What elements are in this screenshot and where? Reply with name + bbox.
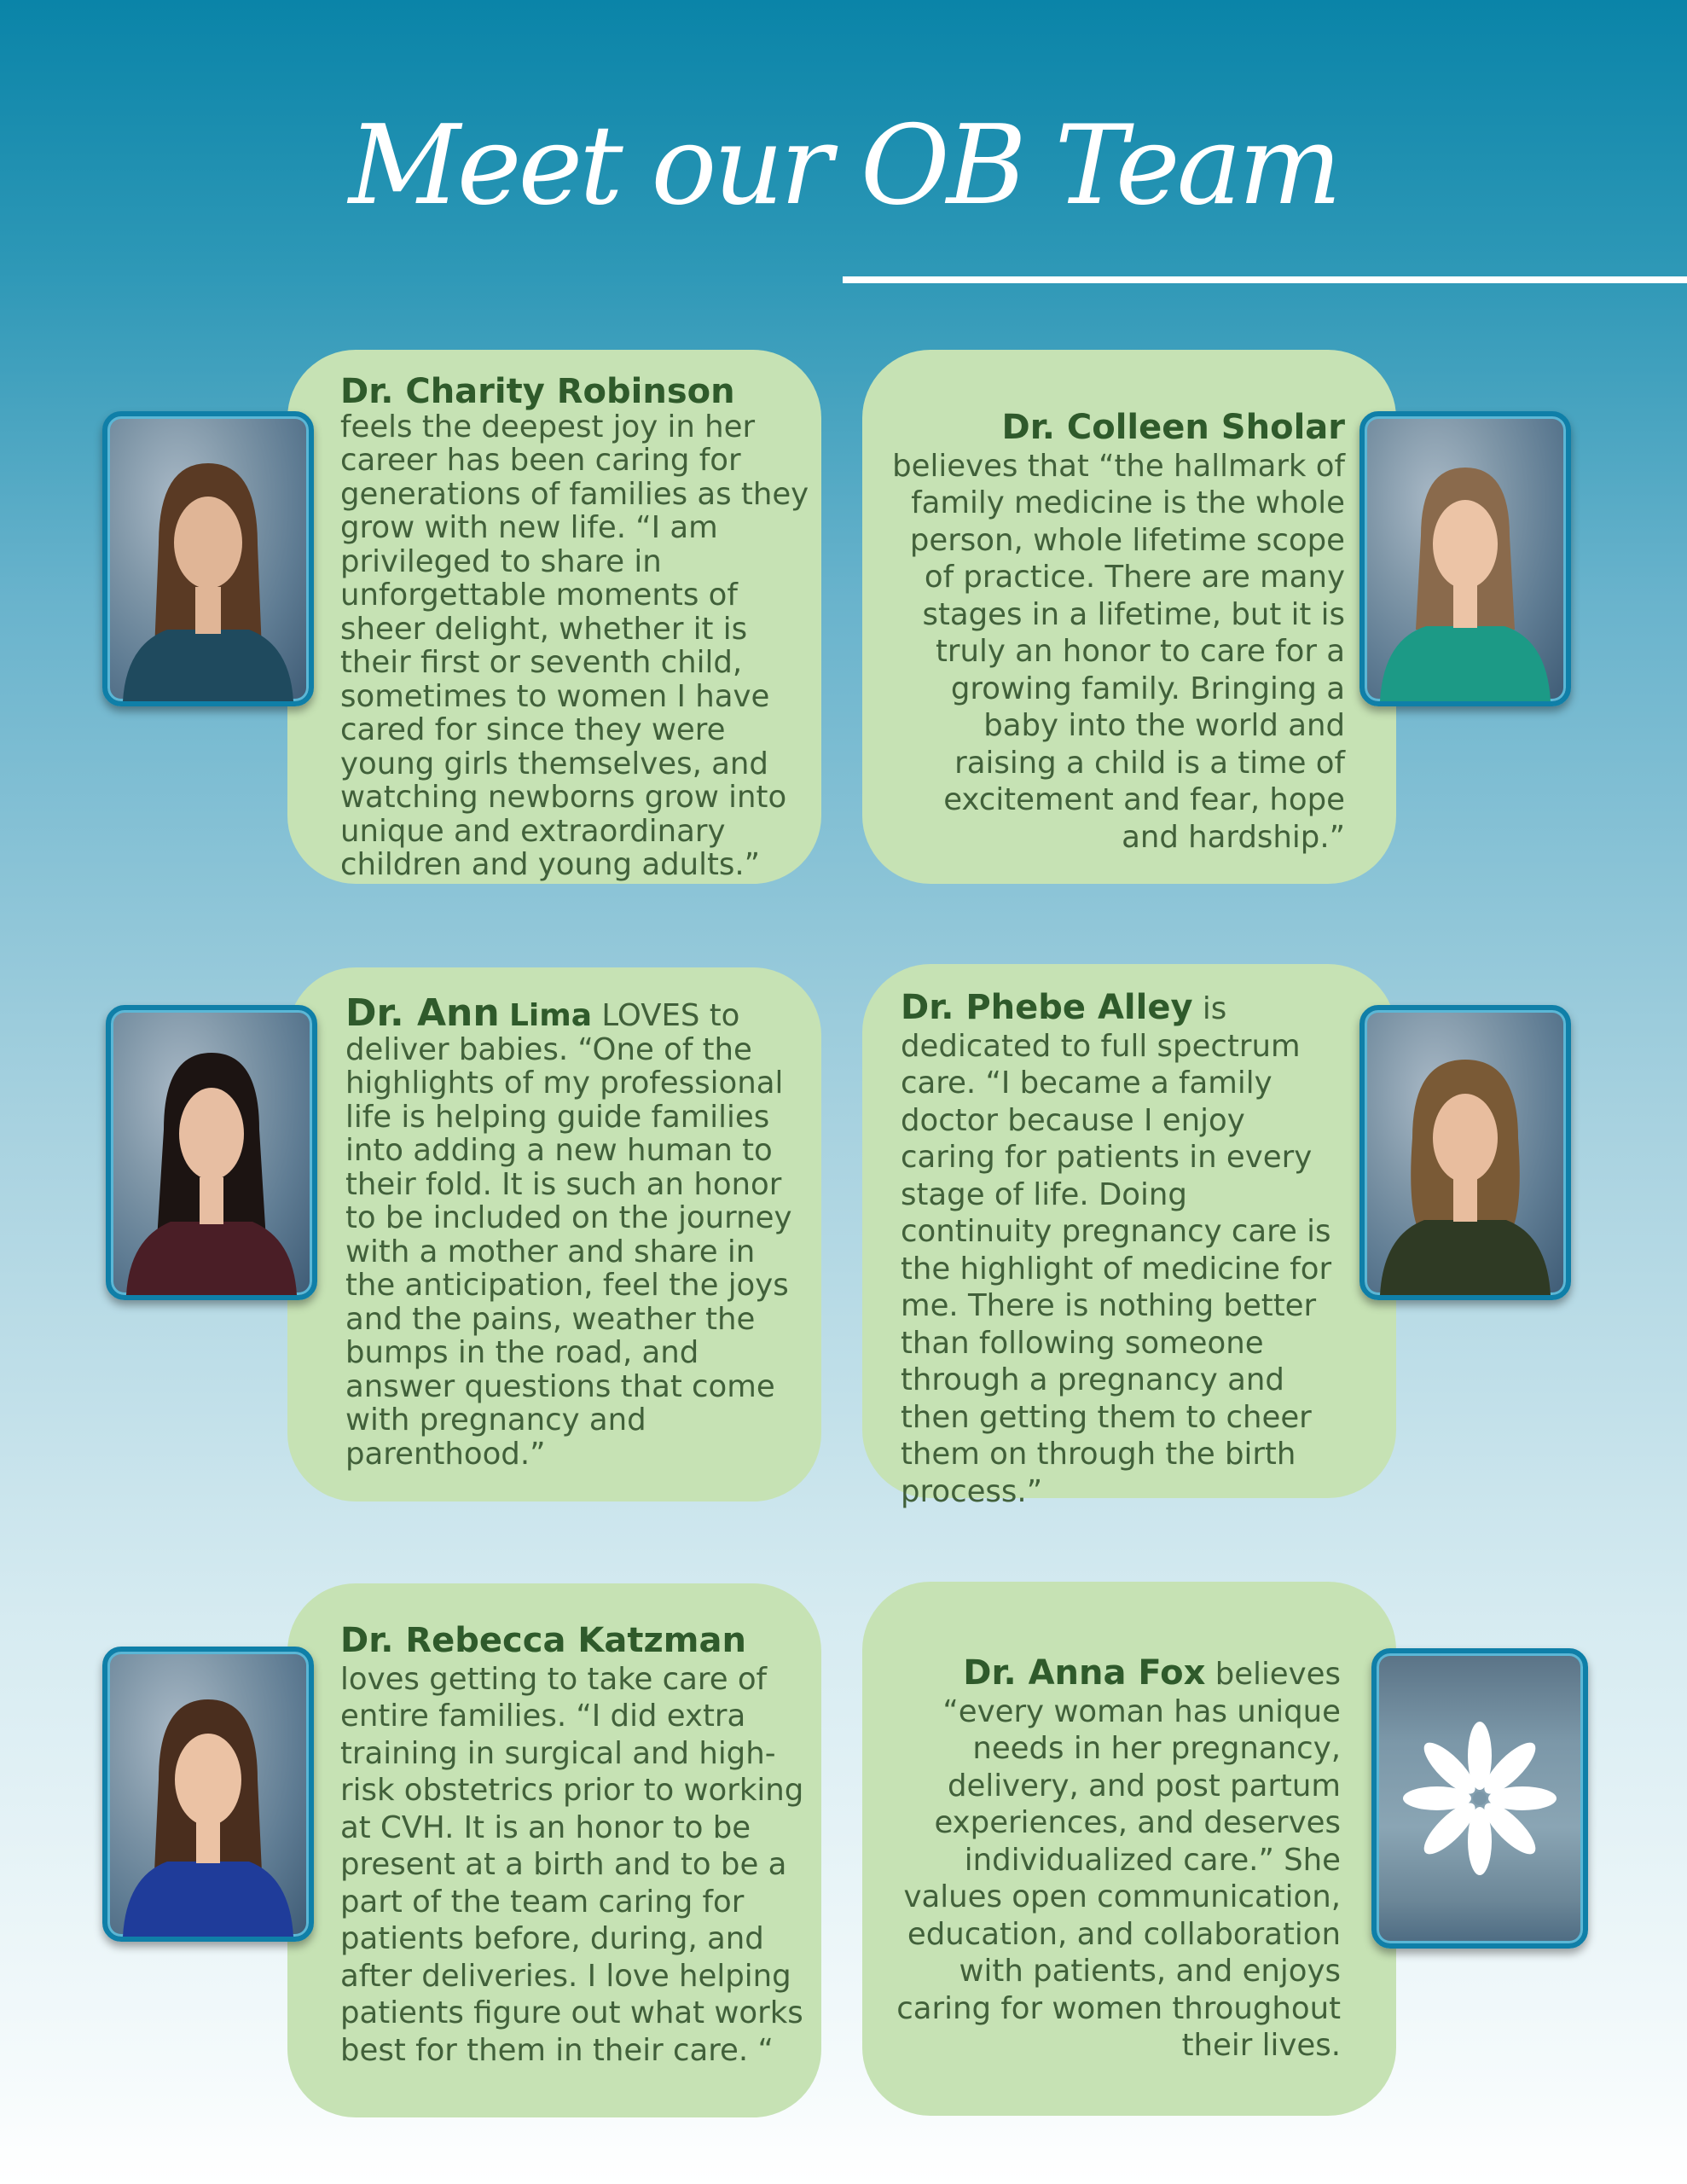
logo-photo-fox	[1371, 1648, 1588, 1949]
portrait-image	[107, 1652, 309, 1937]
shirt	[1380, 1220, 1551, 1295]
doctor-bio: LOVES to deliver babies. “One of the highlights of my professional life is helping guide families into adding a new human to their fold. It is such an honor to be included on the journey with a mother and share in the anticipation, feel the joys and the pains, weather the bumps in the road, and answer questions that come with pregnancy and parenthood.”	[345, 998, 792, 1472]
neck	[1453, 1177, 1477, 1222]
doctor-bio: believes “every woman has unique needs in her pregnancy, delivery, and post partum experiences, and deserves individualized care.” She values open communication, education, and collaboration with patients, and enjoys caring for women throughout their lives.	[896, 1657, 1341, 2063]
shirt	[126, 1222, 297, 1295]
shirt	[123, 1862, 293, 1937]
neck	[200, 1177, 223, 1224]
doctor-photo-robinson	[102, 411, 314, 706]
face	[1433, 500, 1498, 589]
shirt	[1380, 626, 1551, 701]
doctor-name: Dr. Colleen Sholar	[1001, 408, 1345, 447]
doctor-bio: loves getting to take care of entire families. “I did extra training in surgical and high-risk obstetrics prior to working at CVH. It is an honor to be present at a birth and to be a part of the team caring for patients before, during, and after deliveries. I love helping patients figure out what works best for them in their care. “	[340, 1661, 804, 2068]
face	[175, 1734, 241, 1826]
face	[1433, 1094, 1498, 1182]
doctor-name: Dr. Charity Robinson	[340, 372, 735, 411]
doctor-name: Dr. Ann	[345, 991, 500, 1035]
doctor-card-fox	[862, 1582, 1396, 2116]
portrait-image	[1365, 416, 1566, 701]
doctor-card-katzman	[287, 1583, 821, 2117]
shirt	[123, 630, 293, 701]
doctor-name: Dr. Anna Fox	[963, 1653, 1206, 1693]
neck	[1453, 584, 1477, 628]
doctor-card-robinson	[287, 350, 821, 884]
neck	[195, 587, 221, 634]
doctor-name: Dr. Phebe Alley	[901, 988, 1193, 1027]
portrait-image	[107, 416, 309, 701]
doctor-card-lima	[287, 967, 821, 1502]
page-title: Meet our OB Team	[348, 102, 1339, 229]
flower-logo-icon	[1377, 1653, 1583, 1943]
doctor-bio: is dedicated to full spectrum care. “I became a family doctor because I enjoy caring for patients in every stage of life. Doing continuity pregnancy care is the highlight of medicine for me. There is nothing better than following someone through a pregnancy and then getting them to cheer them on through the birth process.”	[901, 991, 1332, 1509]
doctor-photo-sholar	[1359, 411, 1571, 706]
doctor-bio: feels the deepest joy in her career has been caring for generations of families as they grow with new life. “I am privileged to share in unforgettable moments of sheer delight, whether it is their first or seventh child, sometimes to women I have cared for since they were young girls themselves, and watching newborns grow into unique and extraordinary children and young adults.”	[340, 409, 809, 882]
doctor-photo-katzman	[102, 1647, 314, 1942]
doctor-bio: believes that “the hallmark of family medicine is the whole person, whole lifetime scope of practice. There are many stages in a lifetime, but it is truly an honor to care for a growing family. Bringing a baby into the world and raising a child is a time of excitement and fear, hope and hardship.”	[892, 448, 1345, 855]
doctor-name-last: Lima	[508, 998, 593, 1033]
flower-petals	[1403, 1722, 1557, 1875]
doctor-photo-lima	[106, 1005, 317, 1300]
portrait-image	[1365, 1010, 1566, 1295]
doctor-card-alley	[862, 964, 1396, 1509]
doctor-card-sholar	[862, 350, 1396, 884]
doctor-name: Dr. Rebecca Katzman	[340, 1621, 746, 1660]
doctor-photo-alley	[1359, 1005, 1571, 1300]
face	[179, 1088, 244, 1180]
portrait-image	[111, 1010, 312, 1295]
face	[174, 497, 242, 589]
title-divider	[843, 276, 1687, 283]
